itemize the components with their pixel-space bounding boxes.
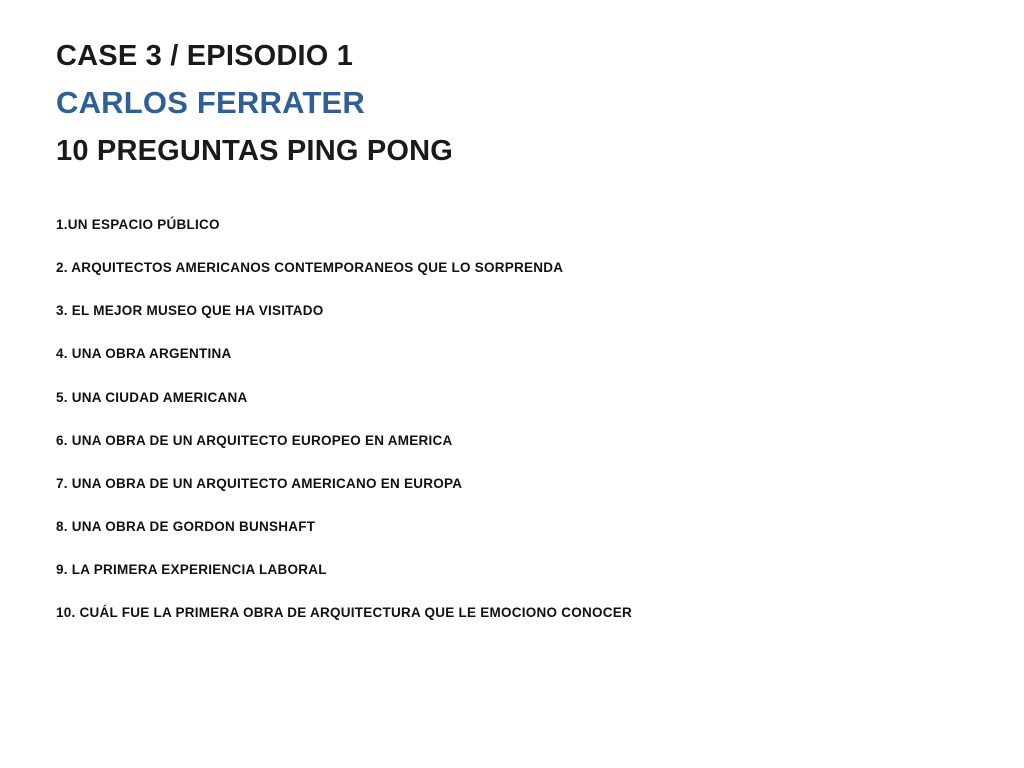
- list-item: 9. LA PRIMERA EXPERIENCIA LABORAL: [56, 562, 327, 578]
- list-item: 10. CUÁL FUE LA PRIMERA OBRA DE ARQUITECTURA QUE LE EMOCIONO CONOCER: [56, 605, 633, 621]
- page-title-name: CARLOS FERRATER: [56, 85, 365, 121]
- list-item: 4. UNA OBRA ARGENTINA: [56, 346, 232, 362]
- list-item: 8. UNA OBRA DE GORDON BUNSHAFT: [56, 519, 316, 535]
- list-item: 2. ARQUITECTOS AMERICANOS CONTEMPORANEOS QUE LO SORPRENDA: [56, 259, 564, 275]
- list-item: 6. UNA OBRA DE UN ARQUITECTO EUROPEO EN AMERICA: [56, 432, 453, 448]
- list-item: 1.UN ESPACIO PÚBLICO: [56, 216, 220, 232]
- page-title-case: CASE 3 / EPISODIO 1: [56, 40, 354, 72]
- list-item: 7. UNA OBRA DE UN ARQUITECTO AMERICANO EN EUROPA: [56, 475, 463, 491]
- list-item: 5. UNA CIUDAD AMERICANA: [56, 389, 248, 405]
- slide-heading: [56, 36, 968, 171]
- page-title-subtitle: 10 PREGUNTAS PING PONG: [56, 134, 454, 167]
- list-item: 3. EL MEJOR MUSEO QUE HA VISITADO: [56, 303, 324, 319]
- questions-list: [56, 217, 968, 622]
